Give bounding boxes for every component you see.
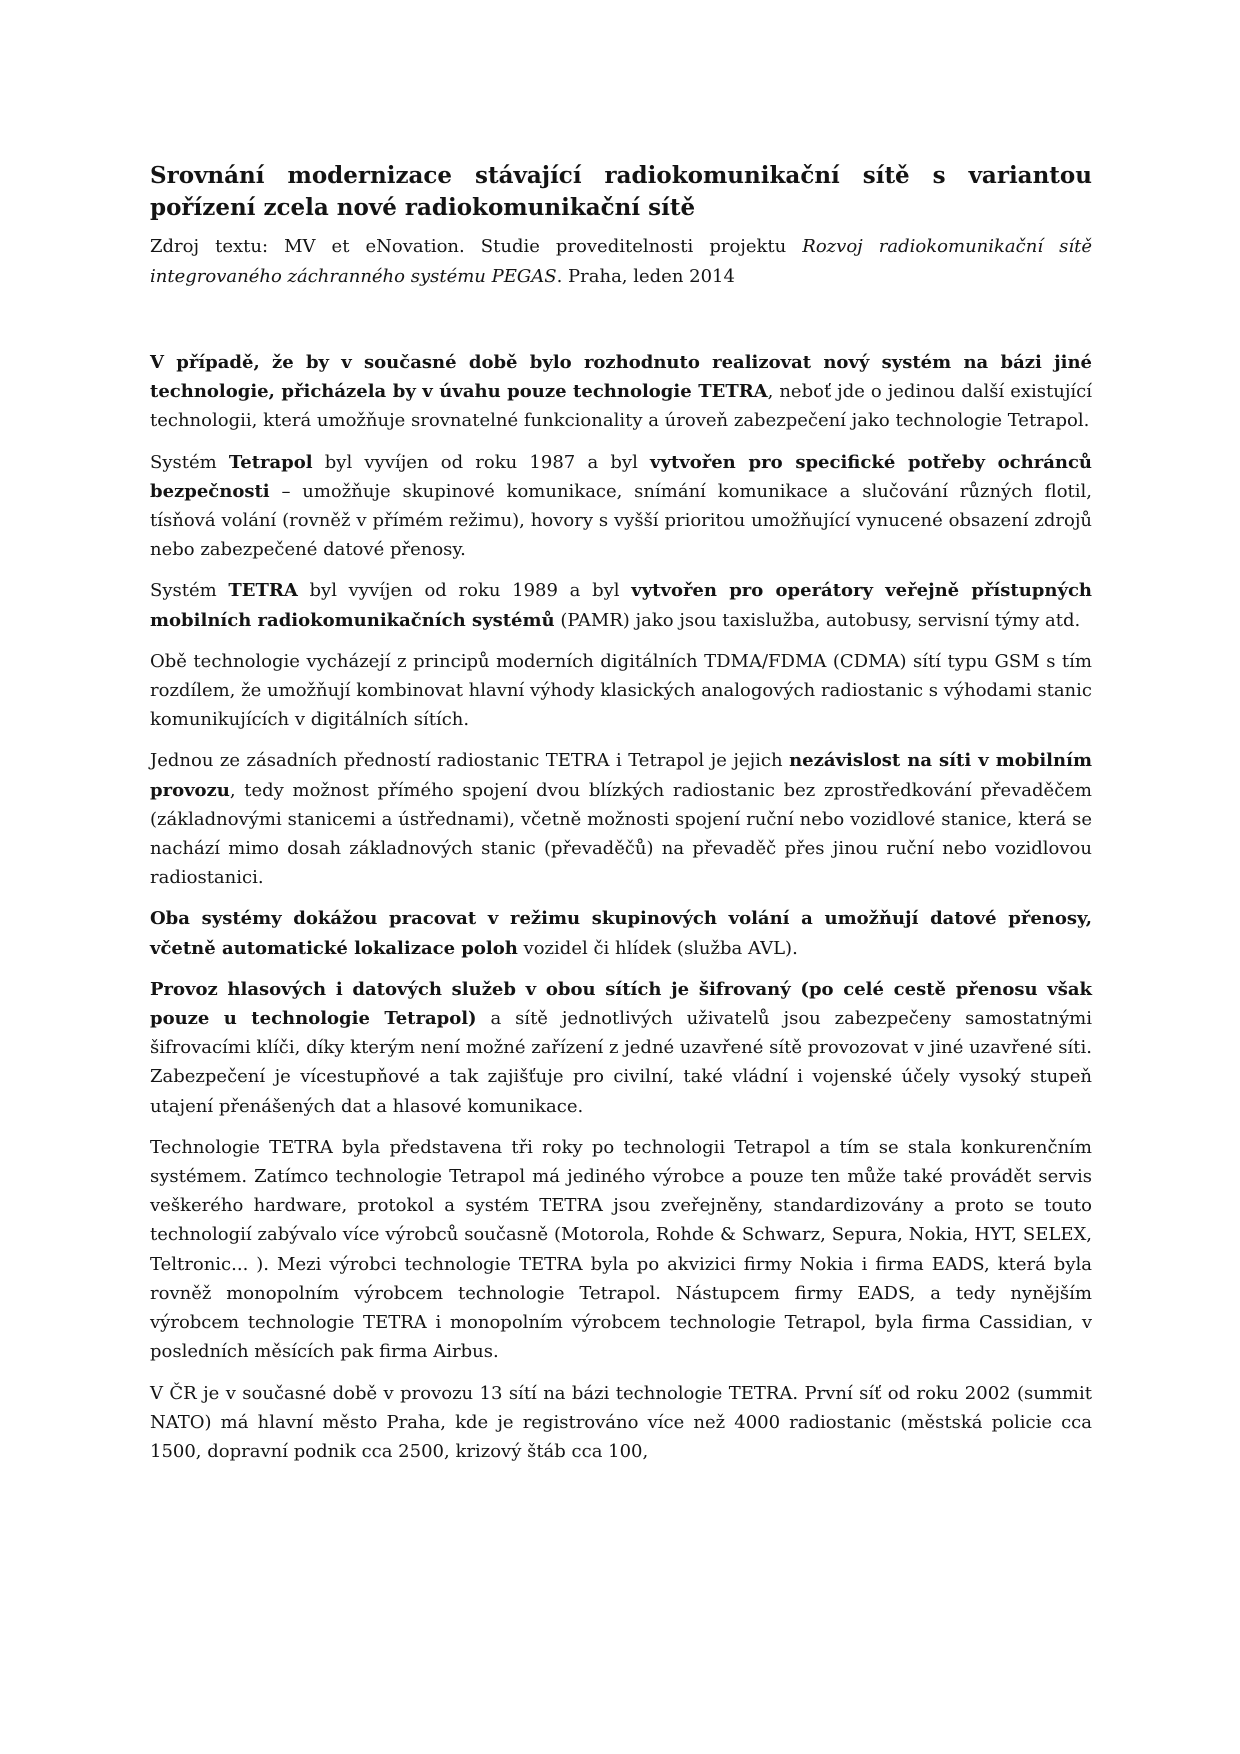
paragraph-text-run: vozidel či hlídek (služba AVL). xyxy=(517,937,798,959)
paragraph-text-run: a sítě jednotlivých uživatelů jsou zabezpečeny samostatnými šifrovacími klíči, díky kterým není možné zařízení z jedné uzavřené sítě provozovat v jiné uzavřené síti. Zabezpečení je vícestupňové a tak zajišťuje pro civilní, také vládní i vojenské účely vysoký stupeň utajení přenášených dat a hlasové komunikace. xyxy=(150,1008,1092,1117)
paragraph-text-run: byl vyvíjen od roku 1987 a byl xyxy=(312,451,651,473)
paragraph xyxy=(150,975,1092,1121)
paragraph-bold-run: Provoz hlasových i datových služeb v obou sítích je šifrovaný (po celé cestě přenosu však pouze u technologie Tetrapol) xyxy=(150,978,1092,1030)
paragraph-text-run: (PAMR) jako jsou taxislužba, autobusy, servisní týmy atd. xyxy=(554,609,1081,631)
source-work-title: Rozvoj radiokomunikační sítě integrovaného záchranného systému PEGAS xyxy=(150,236,1092,287)
paragraph-bold-run: vytvořen pro operátory veřejně přístupných mobilních radiokomunikačních systémů xyxy=(150,580,1092,631)
paragraph xyxy=(150,348,1092,436)
paragraph-text-run: Obě technologie vycházejí z principů moderních digitálních TDMA/FDMA (CDMA) sítí typu GSM s tím rozdílem, že umožňují kombinovat hlavní výhody klasických analogových radiostanic s výhodami stanic komunikujících v digitálních sítích. xyxy=(150,650,1092,731)
paragraph-bold-run: Tetrapol xyxy=(228,451,313,473)
paragraph-bold-run: TETRA xyxy=(228,580,298,602)
paragraph-text-run: , neboť jde o jedinou další existující technologii, která umožňuje srovnatelné funkcionality a úroveň zabezpečení jako technologie Tetrapol. xyxy=(150,381,1092,432)
paragraph-text-run: Systém xyxy=(150,580,229,602)
document-body xyxy=(150,348,1092,1466)
paragraph-text-run: Jednou ze zásadních předností radiostanic TETRA i Tetrapol je jejich xyxy=(150,750,790,772)
paragraph xyxy=(150,1379,1092,1467)
source-citation xyxy=(150,232,1092,292)
paragraph xyxy=(150,448,1092,565)
paragraph-text-run: Systém xyxy=(150,451,229,473)
document-title: Srovnání modernizace stávající radiokomunikační sítě s variantou pořízení zcela nové radiokomunikační sítě xyxy=(150,162,1092,221)
paragraph xyxy=(150,1133,1092,1367)
paragraph-text-run: byl vyvíjen od roku 1989 a byl xyxy=(297,580,632,602)
paragraph xyxy=(150,746,1092,892)
paragraph xyxy=(150,576,1092,634)
source-prefix: Zdroj textu: MV et eNovation. Studie proveditelnosti projektu xyxy=(150,236,803,257)
paragraph xyxy=(150,904,1092,962)
paragraph-text-run: V ČR je v současné době v provozu 13 sítí na bázi technologie TETRA. První síť od roku 2002 (summit NATO) má hlavní město Praha, kde je registrováno více než 4000 radiostanic (městská policie cca 1500, dopravní podnik cca 2500, krizový štáb cca 100, xyxy=(150,1382,1092,1462)
paragraph-bold-run: Oba systémy dokážou pracovat v režimu skupinových volání a umožňují datové přenosy, včetně automatické lokalizace poloh xyxy=(150,908,1092,959)
paragraph-bold-run: vytvořen pro specifické potřeby ochránců bezpečnosti xyxy=(150,451,1092,502)
paragraph-text-run: , tedy možnost přímého spojení dvou blízkých radiostanic bez zprostředkování převaděčem (základnovými stanicemi a ústřednami), včetně možnosti spojení ruční nebo vozidlové stanice, která se nachází mimo dosah základnových stanic (převaděčů) na převaděč přes jinou ruční nebo vozidlovou radiostanici. xyxy=(150,779,1092,889)
paragraph-bold-run: nezávislost na síti v mobilním provozu xyxy=(150,750,1092,801)
source-suffix: . Praha, leden 2014 xyxy=(556,266,735,287)
paragraph xyxy=(150,647,1092,735)
paragraph-bold-run: V případě, že by v současné době bylo rozhodnuto realizovat nový systém na bázi jiné technologie, přicházela by v úvahu pouze technologie TETRA xyxy=(150,352,1092,403)
paragraph-text-run: Technologie TETRA byla představena tři roky po technologii Tetrapol a tím se stala konkurenčním systémem. Zatímco technologie Tetrapol má jediného výrobce a pouze ten může také provádět servis veškerého hardware, protokol a systém TETRA jsou zveřejněny, standardizovány a proto se touto technologií zabývalo více výrobců současně (Motorola, Rohde & Schwarz, Sepura, Nokia, HYT, SELEX, Teltronic... ). Mezi výrobci technologie TETRA byla po akvizici firmy Nokia i firma EADS, která byla rovněž monopolním výrobcem technologie Tetrapol. Nástupcem firmy EADS, a tedy nynějším výrobcem technologie TETRA i monopolním výrobcem technologie Tetrapol, byla firma Cassidian, v posledních měsících pak firma Airbus. xyxy=(150,1136,1092,1363)
paragraph-text-run: – umožňuje skupinové komunikace, snímání komunikace a slučování různých flotil, tísňová volání (rovněž v přímém režimu), hovory s vyšší prioritou umožňující vynucené obsazení zdrojů nebo zabezpečené datové přenosy. xyxy=(150,480,1092,561)
